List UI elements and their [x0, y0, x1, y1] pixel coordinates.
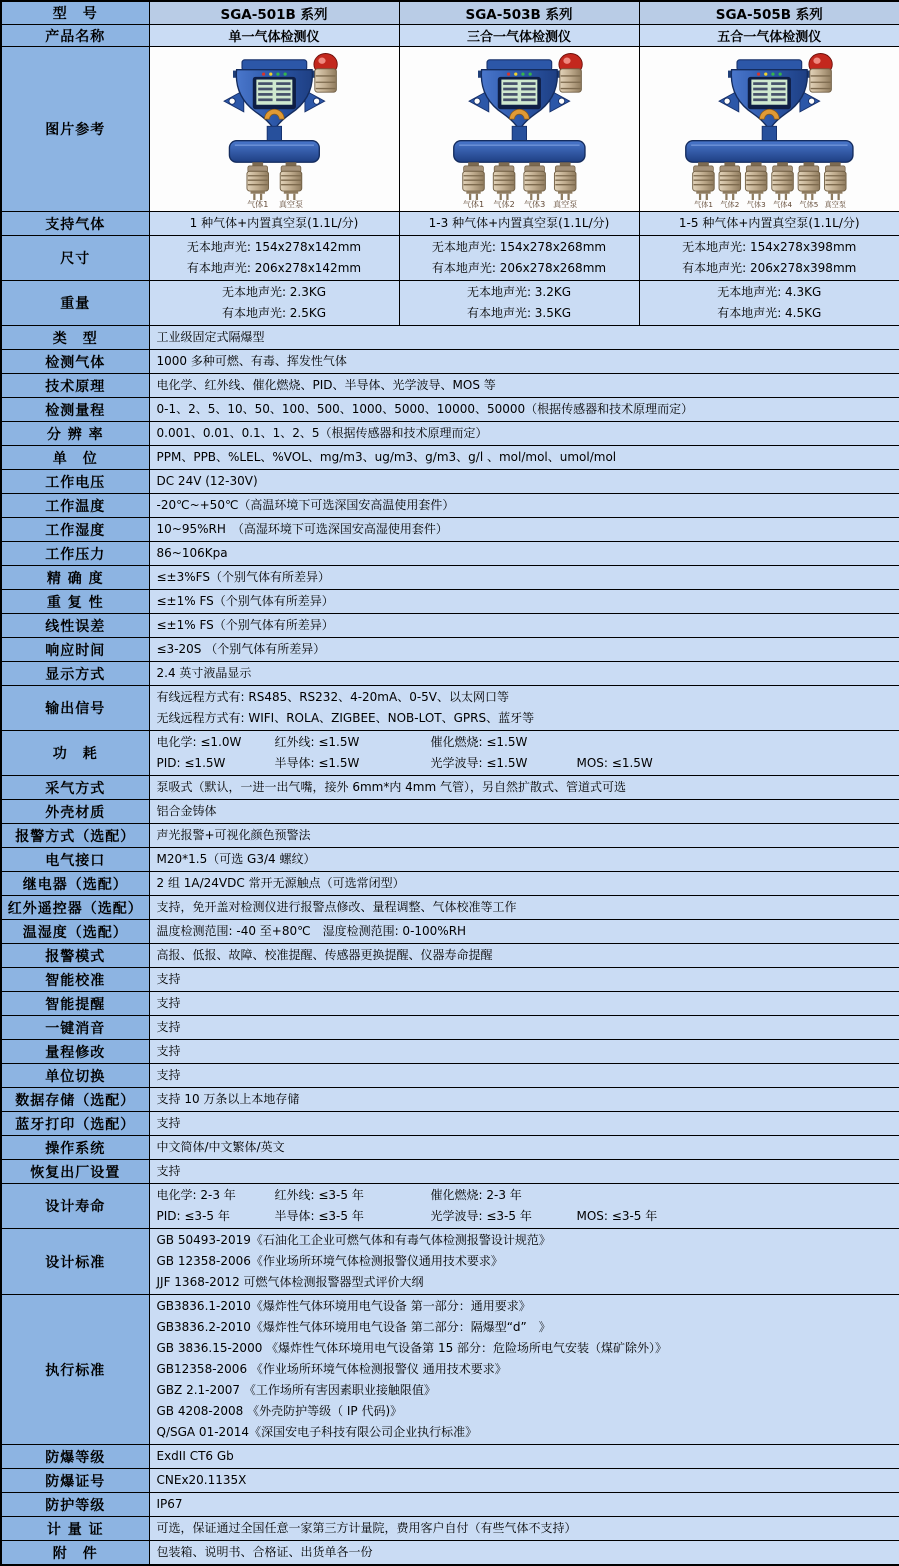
spec-value-segment: PID: ≤1.5W [156, 756, 226, 770]
spec-value-line: 无本地声光: 154x278x268mm [431, 240, 607, 254]
spec-value [149, 968, 899, 992]
gas-detector-illustration [399, 47, 639, 212]
spec-label: 智能提醒 [1, 992, 149, 1016]
spec-label: 防爆等级 [1, 1445, 149, 1469]
product-name: 五合一气体检测仪 [639, 25, 899, 47]
spec-label: 工作电压 [1, 470, 149, 494]
spec-value [149, 1469, 899, 1493]
spec-value [149, 992, 899, 1016]
sensor-port-label: 真空泵 [552, 199, 577, 209]
spec-row [1, 1088, 899, 1112]
spec-value-line: 有线远程方式有: RS485、RS232、4-20mA、0-5V、以太网口等 [156, 690, 510, 704]
sensor-port-label: 气体4 [772, 200, 792, 209]
spec-value [149, 590, 899, 614]
spec-value-segment: 催化燃烧: 2-3 年 [430, 1188, 522, 1202]
spec-value-line: ≤±1% FS（个别气体有所差异） [156, 618, 334, 632]
spec-label: 检测量程 [1, 398, 149, 422]
spec-value [149, 1541, 899, 1566]
spec-value [149, 1517, 899, 1541]
spec-value [149, 1064, 899, 1088]
spec-value-line: 支持 [156, 972, 181, 986]
spec-value [149, 326, 899, 350]
spec-row [1, 590, 899, 614]
spec-value-line: 高报、低报、故障、校准提醒、传感器更换提醒、仪器寿命提醒 [156, 948, 493, 962]
spec-value-line: 可选，保证通过全国任意一家第三方计量院，费用客户自付（有些气体不支持） [156, 1521, 577, 1535]
spec-row [1, 566, 899, 590]
spec-value-line: 1-5 种气体+内置真空泵(1.1L/分) [678, 216, 860, 230]
spec-value-line: 无本地声光: 154x278x398mm [682, 240, 857, 254]
sensor-port-label: 气体2 [720, 200, 740, 209]
spec-row [1, 824, 899, 848]
spec-value-line: 温度检测范围: -40 至+80℃ 湿度检测范围: 0-100%RH [156, 924, 467, 938]
spec-value [149, 800, 899, 824]
spec-value [149, 662, 899, 686]
spec-value [149, 896, 899, 920]
sensor-port-label: 气体1 [462, 199, 484, 209]
spec-value [149, 236, 399, 281]
spec-value [149, 1016, 899, 1040]
spec-value-line: 1-3 种气体+内置真空泵(1.1L/分) [428, 216, 610, 230]
model-row-label: 型 号 [1, 1, 149, 25]
spec-row [1, 1469, 899, 1493]
model-name: SGA-505B 系列 [639, 1, 899, 25]
spec-row [1, 326, 899, 350]
spec-row [1, 614, 899, 638]
sensor-port-label: 真空泵 [278, 199, 303, 209]
sensor-port-label: 气体1 [246, 199, 269, 209]
spec-value-line: GB 50493-2019《石油化工企业可燃气体和有毒气体检测报警设计规范》 [156, 1233, 551, 1247]
spec-row [1, 638, 899, 662]
product-name: 单一气体检测仪 [149, 25, 399, 47]
spec-label: 温湿度（选配） [1, 920, 149, 944]
spec-value-segment: 半导体: ≤3-5 年 [274, 1209, 364, 1223]
per-column-spec-row [1, 281, 899, 326]
spec-value-segment: PID: ≤3-5 年 [156, 1209, 230, 1223]
spec-value [149, 1136, 899, 1160]
spec-row [1, 686, 899, 731]
spec-row [1, 350, 899, 374]
spec-value-line: -20℃~+50℃（高温环境下可选深国安高温使用套件） [156, 498, 455, 512]
model-name: SGA-501B 系列 [149, 1, 399, 25]
spec-value-line: 0-1、2、5、10、50、100、500、1000、5000、10000、50000（根据传感器和技术原理而定） [156, 402, 694, 416]
spec-row [1, 848, 899, 872]
spec-value [399, 236, 639, 281]
spec-value-line: 有本地声光: 3.5KG [466, 306, 572, 320]
spec-row [1, 1040, 899, 1064]
spec-label: 电气接口 [1, 848, 149, 872]
spec-value [149, 566, 899, 590]
spec-value-line: JJF 1368-2012 可燃气体检测报警器型式评价大纲 [156, 1275, 424, 1289]
sensor-port-label: 气体5 [799, 200, 819, 209]
spec-label: 单 位 [1, 446, 149, 470]
spec-value-line: 2.4 英寸液晶显示 [156, 666, 252, 680]
spec-value-segment: 电化学: ≤1.0W [156, 735, 242, 749]
spec-row [1, 731, 899, 776]
spec-value [149, 614, 899, 638]
spec-row [1, 1112, 899, 1136]
spec-label: 操作系统 [1, 1136, 149, 1160]
spec-label: 显示方式 [1, 662, 149, 686]
spec-value-line [157, 1206, 893, 1227]
spec-row [1, 662, 899, 686]
sensor-port-label: 气体1 [693, 200, 713, 209]
spec-value-line: GB 12358-2006《作业场所环境气体检测报警仪通用技术要求》 [156, 1254, 503, 1268]
product-name-row [1, 25, 899, 47]
model-name: SGA-503B 系列 [399, 1, 639, 25]
spec-value [149, 848, 899, 872]
spec-label: 功 耗 [1, 731, 149, 776]
spec-value-line: 2 组 1A/24VDC 常开无源触点（可选常闭型） [156, 876, 405, 890]
spec-value-line: 无本地声光: 3.2KG [466, 285, 572, 299]
sensor-port-label: 真空泵 [824, 200, 846, 209]
spec-value-segment: 红外线: ≤3-5 年 [274, 1188, 364, 1202]
spec-value-line: 无线远程方式有: WIFI、ROLA、ZIGBEE、NOB-LOT、GPRS、蓝牙等 [156, 711, 535, 725]
spec-label: 尺寸 [1, 236, 149, 281]
spec-label: 蓝牙打印（选配） [1, 1112, 149, 1136]
spec-value [639, 236, 899, 281]
spec-value [149, 281, 399, 326]
spec-value-line: 铝合金铸体 [156, 804, 217, 818]
spec-label: 单位切换 [1, 1064, 149, 1088]
spec-label: 智能校准 [1, 968, 149, 992]
spec-row [1, 1229, 899, 1295]
spec-value [149, 824, 899, 848]
spec-row [1, 374, 899, 398]
gas-detector-illustration [639, 47, 899, 212]
spec-row [1, 1064, 899, 1088]
spec-value-line: 有本地声光: 4.5KG [717, 306, 822, 320]
spec-value [149, 872, 899, 896]
spec-value [149, 350, 899, 374]
spec-row [1, 542, 899, 566]
spec-value [149, 212, 399, 236]
spec-value-line: 有本地声光: 2.5KG [221, 306, 327, 320]
spec-label: 附 件 [1, 1541, 149, 1566]
spec-label: 报警模式 [1, 944, 149, 968]
spec-label: 一键消音 [1, 1016, 149, 1040]
spec-value-segment: 红外线: ≤1.5W [274, 735, 360, 749]
spec-value [149, 1445, 899, 1469]
spec-value [149, 542, 899, 566]
spec-row [1, 446, 899, 470]
spec-label: 设计标准 [1, 1229, 149, 1295]
spec-value [149, 494, 899, 518]
spec-label: 工作压力 [1, 542, 149, 566]
spec-row [1, 800, 899, 824]
product-row-label: 产品名称 [1, 25, 149, 47]
spec-label: 类 型 [1, 326, 149, 350]
spec-value [149, 1229, 899, 1295]
spec-row [1, 896, 899, 920]
gas-detector-illustration [149, 47, 399, 212]
spec-label: 响应时间 [1, 638, 149, 662]
spec-value-line: 工业级固定式隔爆型 [156, 330, 265, 344]
spec-label: 工作温度 [1, 494, 149, 518]
spec-row [1, 1136, 899, 1160]
spec-label: 报警方式（选配） [1, 824, 149, 848]
spec-value-line: Q/SGA 01-2014《深国安电子科技有限公司企业执行标准》 [156, 1425, 478, 1439]
spec-value-segment: 半导体: ≤1.5W [274, 756, 360, 770]
spec-value-segment: 催化燃烧: ≤1.5W [430, 735, 528, 749]
spec-label: 恢复出厂设置 [1, 1160, 149, 1184]
spec-row [1, 1295, 899, 1445]
spec-value-line: GB 3836.15-2000 《爆炸性气体环境用电气设备第 15 部分：危险场所电气安装（煤矿除外）》 [156, 1341, 668, 1355]
model-row [1, 1, 899, 25]
spec-value-line: 支持 [156, 1044, 181, 1058]
spec-value-line: 有本地声光: 206x278x268mm [431, 261, 607, 275]
spec-value-line [157, 732, 893, 753]
spec-value-line: PPM、PPB、%LEL、%VOL、mg/m3、ug/m3、g/m3、g/l 、mol/mol、umol/mol [156, 450, 617, 464]
spec-value-segment: 电化学: 2-3 年 [156, 1188, 236, 1202]
spec-row [1, 1493, 899, 1517]
spec-value-line: ≤±1% FS（个别气体有所差异） [156, 594, 334, 608]
spec-value-line: ≤3-20S （个别气体有所差异） [156, 642, 326, 656]
spec-value [149, 1295, 899, 1445]
spec-row [1, 470, 899, 494]
product-name: 三合一气体检测仪 [399, 25, 639, 47]
sensor-port-label: 气体3 [523, 199, 545, 209]
spec-row [1, 1160, 899, 1184]
spec-label: 红外遥控器（选配） [1, 896, 149, 920]
spec-value-line: ExdII CT6 Gb [156, 1449, 234, 1463]
spec-row [1, 1445, 899, 1469]
spec-value [639, 281, 899, 326]
spec-value-line: DC 24V (12-30V) [156, 474, 258, 488]
spec-row [1, 1517, 899, 1541]
spec-value-line: 电化学、红外线、催化燃烧、PID、半导体、光学波导、MOS 等 [156, 378, 496, 392]
spec-value-line: 1 种气体+内置真空泵(1.1L/分) [189, 216, 359, 230]
spec-value-segment: MOS: ≤1.5W [576, 756, 653, 770]
spec-label: 工作湿度 [1, 518, 149, 542]
spec-label: 重量 [1, 281, 149, 326]
spec-label: 防爆证号 [1, 1469, 149, 1493]
spec-label: 重 复 性 [1, 590, 149, 614]
spec-value-line: 支持 [156, 1068, 181, 1082]
sensor-port-label: 气体2 [493, 199, 515, 209]
spec-value [399, 281, 639, 326]
spec-row [1, 872, 899, 896]
spec-value-line [157, 1185, 893, 1206]
spec-value-line: 10~95%RH （高湿环境下可选深国安高湿使用套件） [156, 522, 448, 536]
spec-label: 精 确 度 [1, 566, 149, 590]
spec-value-line: GBZ 2.1-2007 《工作场所有害因素职业接触限值》 [156, 1383, 436, 1397]
spec-value [149, 731, 899, 776]
spec-value [149, 776, 899, 800]
spec-value [149, 686, 899, 731]
spec-label: 检测气体 [1, 350, 149, 374]
spec-label: 执行标准 [1, 1295, 149, 1445]
spec-value [149, 446, 899, 470]
per-column-spec-row [1, 212, 899, 236]
spec-value [149, 1088, 899, 1112]
spec-label: 采气方式 [1, 776, 149, 800]
spec-value-line: 86~106Kpa [156, 546, 228, 560]
spec-value-segment: 光学波导: ≤1.5W [430, 756, 528, 770]
spec-label: 外壳材质 [1, 800, 149, 824]
spec-row [1, 944, 899, 968]
spec-row [1, 494, 899, 518]
per-column-spec-row [1, 236, 899, 281]
spec-value-line: 包装箱、说明书、合格证、出货单各一份 [156, 1545, 373, 1559]
spec-row [1, 398, 899, 422]
spec-value-line: CNEx20.1135X [156, 1473, 247, 1487]
spec-label: 继电器（选配） [1, 872, 149, 896]
spec-value [639, 212, 899, 236]
spec-row [1, 992, 899, 1016]
spec-label: 输出信号 [1, 686, 149, 731]
spec-value-line: 支持 [156, 996, 181, 1010]
spec-value [149, 1160, 899, 1184]
spec-value-line: 有本地声光: 206x278x398mm [682, 261, 857, 275]
spec-value [149, 1184, 899, 1229]
sensor-port-label: 气体3 [746, 200, 766, 209]
spec-value-line: GB 4208-2008 《外壳防护等级（ IP 代码)》 [156, 1404, 403, 1418]
spec-value [149, 518, 899, 542]
spec-value [399, 212, 639, 236]
spec-value-segment: 光学波导: ≤3-5 年 [430, 1209, 532, 1223]
spec-value-segment: MOS: ≤3-5 年 [576, 1209, 658, 1223]
spec-value-line: 0.001、0.01、0.1、1、2、5（根据传感器和技术原理而定） [156, 426, 488, 440]
spec-row [1, 968, 899, 992]
spec-value [149, 920, 899, 944]
spec-value-line: 支持 [156, 1164, 181, 1178]
spec-value [149, 422, 899, 446]
spec-value-line: IP67 [156, 1497, 183, 1511]
spec-value-line: 有本地声光: 206x278x142mm [186, 261, 362, 275]
spec-label: 防护等级 [1, 1493, 149, 1517]
spec-value [149, 1493, 899, 1517]
spec-label: 分 辨 率 [1, 422, 149, 446]
spec-label: 支持气体 [1, 212, 149, 236]
spec-value-line: 中文简体/中文繁体/英文 [156, 1140, 285, 1154]
spec-value-line: 无本地声光: 4.3KG [717, 285, 822, 299]
spec-value [149, 1112, 899, 1136]
spec-label: 量程修改 [1, 1040, 149, 1064]
spec-value-line: 支持，免开盖对检测仪进行报警点修改、量程调整、气体校准等工作 [156, 900, 517, 914]
spec-label: 数据存储（选配） [1, 1088, 149, 1112]
spec-value [149, 944, 899, 968]
spec-value [149, 374, 899, 398]
image-row-label: 图片参考 [1, 47, 149, 212]
spec-value-line: 无本地声光: 154x278x142mm [186, 240, 362, 254]
spec-label: 设计寿命 [1, 1184, 149, 1229]
spec-value-line: ≤±3%FS（个别气体有所差异） [156, 570, 330, 584]
spec-value-line: 支持 [156, 1116, 181, 1130]
spec-value-line: GB12358-2006 《作业场所环境气体检测报警仪 通用技术要求》 [156, 1362, 507, 1376]
spec-value-line: 1000 多种可燃、有毒、挥发性气体 [156, 354, 347, 368]
spec-value-line: M20*1.5（可选 G3/4 螺纹） [156, 852, 316, 866]
spec-value-line [157, 753, 893, 774]
spec-row [1, 920, 899, 944]
spec-row [1, 776, 899, 800]
spec-row [1, 518, 899, 542]
spec-value [149, 1040, 899, 1064]
spec-value-line: 声光报警+可视化颜色预警法 [156, 828, 311, 842]
image-row [1, 47, 899, 212]
spec-row [1, 1184, 899, 1229]
spec-label: 技术原理 [1, 374, 149, 398]
spec-value-line: 无本地声光: 2.3KG [221, 285, 327, 299]
spec-value-line: 支持 10 万条以上本地存储 [156, 1092, 300, 1106]
spec-label: 线性误差 [1, 614, 149, 638]
spec-row [1, 1016, 899, 1040]
spec-row [1, 1541, 899, 1566]
spec-label: 计 量 证 [1, 1517, 149, 1541]
spec-value [149, 638, 899, 662]
spec-value [149, 398, 899, 422]
spec-value-line: GB3836.2-2010《爆炸性气体环境用电气设备 第二部分：隔爆型“d” 》 [156, 1320, 551, 1334]
spec-value-line: GB3836.1-2010《爆炸性气体环境用电气设备 第一部分：通用要求》 [156, 1299, 531, 1313]
spec-value-line: 支持 [156, 1020, 181, 1034]
spec-value [149, 470, 899, 494]
spec-row [1, 422, 899, 446]
spec-value-line: 泵吸式（默认，一进一出气嘴，接外 6mm*内 4mm 气管），另自然扩散式、管道式可选 [156, 780, 626, 794]
